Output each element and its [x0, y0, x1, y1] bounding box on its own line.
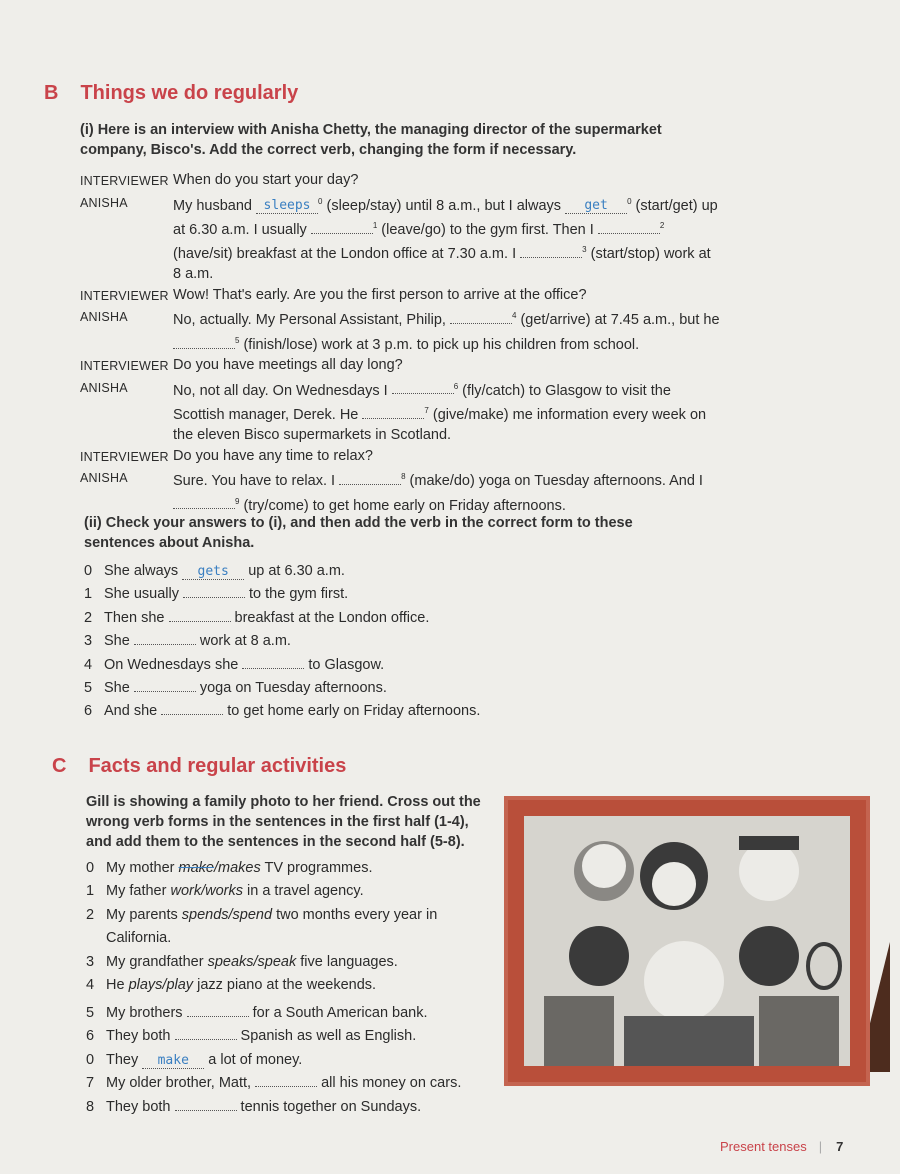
list-item	[86, 1096, 486, 1119]
item-text	[106, 951, 398, 974]
text-run: They	[106, 1051, 143, 1068]
list-item	[84, 700, 604, 723]
footer-section: Present tenses	[720, 1139, 807, 1154]
section-b-heading	[44, 82, 298, 105]
item-number: 2	[86, 906, 95, 923]
speaker-label: INTERVIEWER	[80, 359, 169, 374]
text-run: (finish/lose) work at 3 p.m. to pick up his children from school.	[239, 336, 640, 353]
text-run: Then she	[104, 609, 169, 626]
instruction-ii: (ii) Check your answers to (i), and then add the verb in the correct form to these sentences about Anisha.	[84, 515, 633, 551]
item-text	[106, 1072, 461, 1095]
answer-blank[interactable]	[598, 219, 660, 234]
text-run: No, not all day. On Wednesdays I	[173, 382, 392, 399]
dialogue-turn	[80, 306, 720, 355]
list-item	[84, 630, 604, 653]
dialogue-turn	[80, 446, 720, 468]
list-item	[86, 1002, 486, 1025]
struck-verb: make	[178, 860, 214, 876]
text-run: My parents	[106, 906, 182, 923]
gap-number: 0	[627, 196, 632, 206]
text-run: to Glasgow.	[304, 656, 385, 673]
verb-choice[interactable]: work/works	[170, 883, 243, 900]
list-item	[86, 974, 466, 997]
item-text	[104, 700, 480, 723]
text-run: up at 6.30 a.m.	[244, 563, 345, 579]
item-number: 4	[86, 977, 95, 994]
text-run: (fly/catch) to Glasgow to visit the Scottish manager, Derek. He	[173, 382, 671, 423]
gap-number: 0	[318, 196, 323, 206]
text-run: She usually	[104, 586, 183, 603]
item-text	[106, 904, 466, 951]
text-run: Do you have any time to relax?	[173, 447, 373, 464]
answer-blank[interactable]	[183, 583, 245, 598]
gap-number: 5	[235, 335, 240, 345]
answer-blank[interactable]	[242, 654, 304, 669]
item-number: 3	[86, 953, 95, 970]
answer-blank[interactable]	[175, 1025, 237, 1040]
answer-blank[interactable]	[311, 219, 373, 234]
text-run: (try/come) to get home early on Friday afternoons.	[239, 497, 566, 514]
text-run: They both	[106, 1098, 175, 1115]
dialogue-turn	[80, 285, 720, 307]
section-title: Facts and regular activities	[88, 755, 347, 777]
item-number: 5	[84, 680, 93, 697]
text-run: for a South American bank.	[248, 1005, 428, 1021]
item-text	[104, 607, 429, 630]
item-number: 7	[86, 1075, 95, 1092]
speaker-label: INTERVIEWER	[80, 288, 169, 303]
instruction-i: (i) Here is an interview with Anisha Chetty, the managing director of the supermarket company, Bisco's. Add the correct verb, changing the form if necessary.	[80, 122, 662, 158]
item-number: 0	[86, 860, 95, 876]
list-item	[86, 880, 466, 903]
family-cartoon-icon	[524, 816, 850, 1066]
text-run: a lot of money.	[204, 1051, 303, 1068]
dialogue-turn	[80, 377, 720, 446]
text-run: And she	[104, 703, 162, 720]
answer-blank[interactable]: get	[565, 199, 627, 214]
text-run: (make/do) yoga on Tuesday afternoons. And I	[405, 473, 703, 490]
item-text	[106, 974, 376, 997]
dialogue-text	[173, 446, 720, 468]
item-text	[106, 880, 364, 903]
answer-blank[interactable]	[187, 1002, 249, 1017]
text-run: (start/stop) work at 8 a.m.	[173, 245, 711, 283]
answer-blank[interactable]	[161, 700, 223, 715]
gap-number: 6	[453, 381, 459, 391]
item-number: 0	[84, 563, 93, 579]
list-item	[86, 857, 466, 880]
text-run: Wow! That's early. Are you the first person to arrive at the office?	[173, 286, 587, 303]
answer-blank[interactable]: sleeps	[256, 199, 318, 214]
dialogue-turn	[80, 355, 720, 377]
dialogue-text	[173, 192, 720, 285]
list-item	[86, 951, 466, 974]
text-run: My mother	[106, 860, 179, 876]
dialogue-text	[173, 306, 720, 355]
text-run: TV programmes.	[260, 860, 373, 876]
item-text	[104, 583, 348, 606]
text-run: work at 8 a.m.	[195, 633, 291, 650]
page-number: 7	[836, 1139, 844, 1154]
text-run: (give/make) me information every week on the eleven Bisco supermarkets in Scotland.	[173, 406, 707, 444]
gap-number: 7	[424, 405, 429, 415]
item-number: 4	[84, 656, 93, 673]
dialogue-turn	[80, 467, 720, 516]
answer-blank[interactable]	[173, 334, 235, 349]
list-item	[86, 904, 466, 951]
gap-number: 2	[659, 220, 665, 230]
text-run: to the gym first.	[245, 586, 349, 603]
item-number: 1	[86, 883, 95, 900]
item-text	[104, 677, 387, 700]
text-run: Sure. You have to relax. I	[173, 473, 340, 490]
item-text	[104, 630, 291, 653]
dialogue-text	[173, 170, 720, 192]
list-item	[84, 654, 604, 677]
item-text	[106, 857, 372, 880]
text-run: (sleep/stay) until 8 a.m., but I always	[322, 197, 566, 214]
verb-choice[interactable]: speaks/speak	[207, 953, 297, 970]
item-number: 2	[84, 609, 93, 626]
text-run: (get/arrive) at 7.45 a.m., but he	[516, 312, 720, 329]
text-run: in a travel agency.	[242, 883, 364, 900]
section-letter: C	[52, 755, 67, 777]
dialogue-text	[173, 355, 720, 377]
item-text	[104, 560, 345, 583]
text-run: My brothers	[106, 1005, 187, 1021]
item-text	[106, 1025, 416, 1048]
instruction-c: Gill is showing a family photo to her friend. Cross out the wrong verb forms in the sentences in the first half (1-4), and add them to the sentences in the second half (5-8).	[86, 794, 481, 850]
section-title: Things we do regularly	[80, 82, 299, 104]
text-run: Spanish as well as English.	[236, 1028, 417, 1045]
answer-blank[interactable]	[169, 607, 231, 622]
text-run: They both	[106, 1028, 175, 1045]
text-run: My husband	[173, 197, 257, 214]
answer-blank[interactable]	[339, 470, 401, 485]
gap-number: 1	[372, 220, 378, 230]
item-number: 6	[84, 703, 93, 720]
answer-blank[interactable]	[255, 1072, 317, 1087]
text-run: five languages.	[296, 953, 398, 970]
item-text	[106, 1096, 421, 1119]
page-footer	[720, 1139, 843, 1154]
item-text	[104, 654, 384, 677]
text-run: (leave/go) to the gym first. Then I	[377, 221, 598, 238]
answer-blank[interactable]	[520, 243, 582, 258]
text-run: No, actually. My Personal Assistant, Philip,	[173, 312, 450, 329]
text-run: She	[104, 633, 134, 650]
verb-choice[interactable]: plays/play	[128, 977, 194, 994]
verb-slash: /	[213, 860, 219, 876]
text-run: (start/get) up at 6.30 a.m. I usually	[173, 197, 718, 238]
text-run: My older brother, Matt,	[106, 1075, 256, 1092]
list-item	[84, 583, 604, 606]
dialogue-text	[173, 285, 720, 307]
footer-separator: |	[818, 1139, 823, 1154]
dialogue-text	[173, 467, 720, 516]
speaker-label: ANISHA	[80, 195, 128, 210]
interview-dialogue	[80, 170, 720, 516]
text-run: yoga on Tuesday afternoons.	[195, 680, 387, 697]
text-run: to get home early on Friday afternoons.	[223, 703, 481, 720]
item-number: 8	[86, 1098, 95, 1115]
list-item	[84, 560, 604, 583]
text-run: She	[104, 680, 134, 697]
answer-blank[interactable]	[175, 1096, 237, 1111]
text-run: all his money on cars.	[317, 1075, 462, 1092]
item-number: 5	[86, 1005, 95, 1021]
dialogue-text	[173, 377, 720, 446]
gap-number: 3	[582, 245, 587, 255]
list-item	[84, 607, 604, 630]
answer-blank[interactable]: make	[142, 1054, 204, 1069]
text-run: When do you start your day?	[173, 172, 359, 188]
speaker-label: ANISHA	[80, 380, 128, 395]
answer-blank[interactable]	[362, 404, 424, 419]
list-item	[86, 1025, 486, 1048]
dialogue-turn	[80, 192, 720, 285]
family-photo-frame	[504, 796, 870, 1086]
item-text	[106, 1049, 302, 1072]
list-item	[86, 1049, 486, 1072]
gap-number: 4	[511, 311, 517, 321]
speaker-label: ANISHA	[80, 310, 128, 325]
list-item	[86, 1072, 486, 1095]
item-number: 3	[84, 633, 93, 650]
speaker-label: ANISHA	[80, 471, 128, 486]
dialogue-turn	[80, 170, 720, 192]
answer-blank[interactable]	[450, 309, 512, 324]
text-run: She always	[104, 563, 183, 579]
verb-choice[interactable]: makes	[218, 860, 261, 876]
text-run: two months every year in California.	[106, 906, 438, 947]
section-c-heading	[52, 755, 346, 778]
list-item	[84, 677, 604, 700]
family-sentences-second	[86, 1002, 486, 1119]
text-run: (have/sit) breakfast at the London office at 7.30 a.m. I	[173, 245, 521, 262]
section-letter: B	[44, 82, 59, 104]
speaker-label: INTERVIEWER	[80, 449, 169, 464]
answer-blank[interactable]	[134, 677, 196, 692]
anisha-sentences	[84, 560, 604, 724]
item-number: 1	[84, 586, 93, 603]
answer-blank[interactable]	[392, 379, 454, 394]
family-sentences-first	[86, 857, 466, 997]
verb-choice[interactable]: spends/spend	[181, 906, 273, 923]
text-run: Do you have meetings all day long?	[173, 357, 403, 374]
family-photo-illustration	[524, 816, 850, 1066]
item-text	[106, 1002, 428, 1025]
text-run: My grandfather	[106, 953, 208, 970]
answer-blank[interactable]: gets	[182, 565, 244, 580]
item-number: 6	[86, 1028, 95, 1045]
item-number: 0	[86, 1051, 95, 1068]
speaker-label: INTERVIEWER	[80, 174, 169, 188]
text-run: breakfast at the London office.	[230, 609, 430, 626]
text-run: On Wednesdays she	[104, 656, 243, 673]
answer-blank[interactable]	[134, 630, 196, 645]
text-run: jazz piano at the weekends.	[193, 977, 377, 994]
text-run: He	[106, 977, 129, 994]
text-run: My father	[106, 883, 171, 900]
text-run: tennis together on Sundays.	[236, 1098, 422, 1115]
gap-number: 9	[235, 496, 240, 506]
answer-blank[interactable]	[173, 494, 235, 509]
gap-number: 8	[401, 472, 406, 482]
